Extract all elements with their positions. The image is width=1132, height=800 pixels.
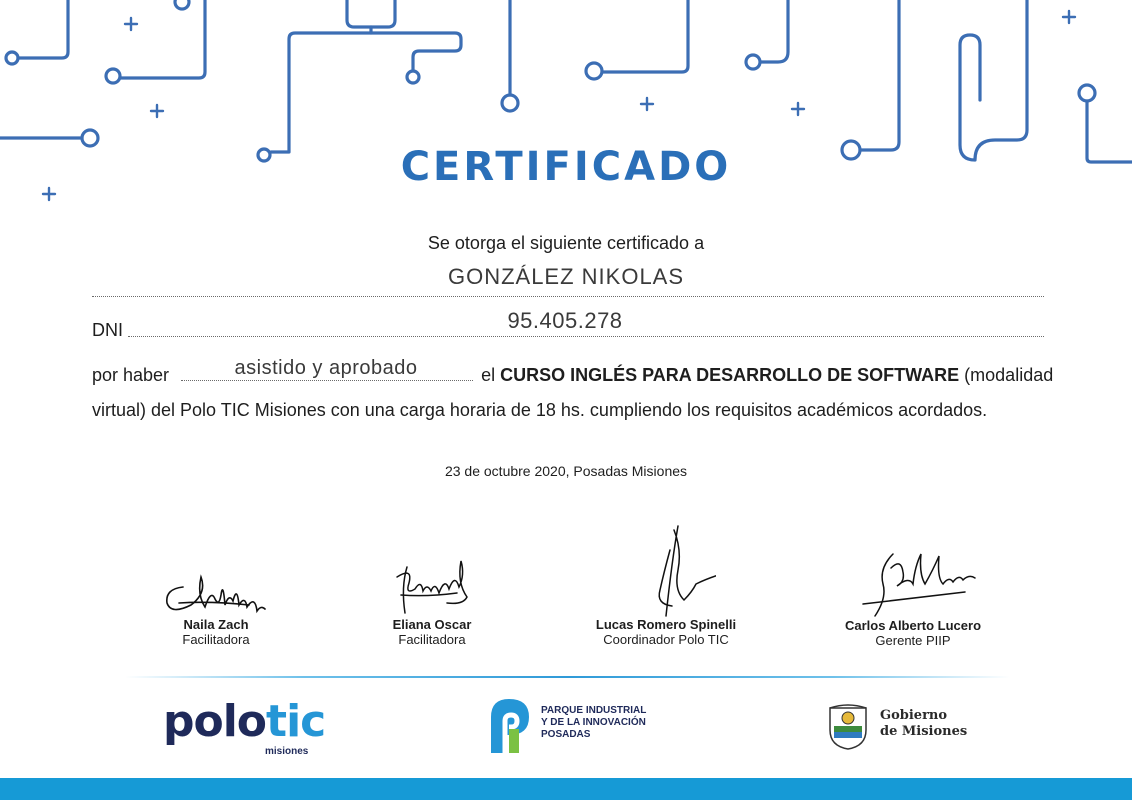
course-name: CURSO INGLÉS PARA DESARROLLO DE SOFTWARE [500,365,960,385]
completion-line-2: virtual) del Polo TIC Misiones con una carga horaria de 18 hs. cumpliendo los requisitos académicos acordados. [92,400,988,420]
signatory-name: Naila Zach [183,617,249,632]
signature-block [337,553,527,647]
dni-dotted-line [128,336,1044,337]
polotic-logo [163,696,333,760]
gobierno-wordmark: Gobierno de Misiones [880,708,968,739]
signatory-name: Eliana Oscar [392,617,472,632]
line1-prefix: por haber [92,365,170,385]
signatory-role: Coordinador Polo TIC [603,632,729,647]
piip-logo [485,695,675,755]
signature-image [387,553,477,617]
recipient-name: GONZÁLEZ NIKOLAS [447,264,685,289]
piip-emblem-icon [485,695,535,753]
signature-image [843,548,983,618]
signature-block [818,548,1008,648]
signatory-role: Facilitadora [398,632,466,647]
footer-divider [125,676,1010,678]
completion-line-1 [92,365,1053,386]
footer-bar [0,778,1132,800]
recipient-dotted-line [92,296,1044,297]
dni-value: 95.405.278 [507,308,623,333]
signatory-role: Facilitadora [182,632,250,647]
certificate-title: CERTIFICADO [400,144,732,190]
completion-status: asistido y aprobado [234,357,418,379]
line1-el: el [481,365,496,385]
signature-image [616,520,716,617]
award-intro: Se otorga el siguiente certificado a [427,233,705,253]
line1-suffix: (modalidad [964,365,1054,385]
signatory-name: Carlos Alberto Lucero [844,618,982,633]
dni-label: DNI [92,320,123,340]
provincial-coat-of-arms-icon [826,702,870,750]
signatory-name: Lucas Romero Spinelli [595,617,737,632]
piip-wordmark: PARQUE INDUSTRIAL Y DE LA INNOVACIÓN POSADAS [541,705,647,740]
polotic-wordmark: polotic [163,696,326,747]
issue-date-place: 23 de octubre 2020, Posadas Misiones [444,463,688,479]
polotic-subtitle: misiones [265,746,309,757]
signature-block [121,565,311,647]
gobierno-misiones-logo [826,702,976,752]
signature-block [571,520,761,647]
signatory-role: Gerente PIIP [875,633,951,648]
signature-image [161,565,271,617]
